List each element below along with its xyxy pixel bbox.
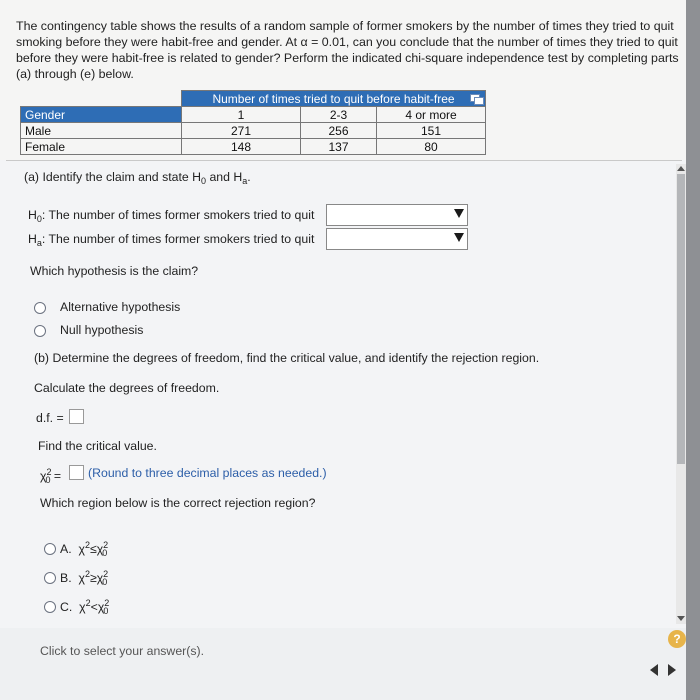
section-divider	[6, 160, 682, 161]
table-row-header: Gender	[21, 107, 182, 123]
footer-bar	[0, 628, 686, 700]
table-row-label: Female	[21, 139, 182, 155]
radio-option-b[interactable]	[44, 572, 56, 584]
vertical-scrollbar[interactable]	[676, 164, 686, 624]
scroll-down-icon[interactable]	[677, 616, 685, 621]
h0-label: $H_0$: The number of times former smokers tried to quit	[28, 208, 315, 224]
chevron-down-icon	[454, 209, 464, 218]
part-a-prompt: (a) Identify the claim and state $H_0$ and $H_a$.	[24, 170, 251, 186]
footer-instruction: Click to select your answer(s).	[40, 644, 205, 658]
ha-dropdown[interactable]	[326, 228, 468, 250]
table-column-header: 2-3	[301, 107, 377, 123]
copy-icon[interactable]	[470, 94, 484, 105]
df-input[interactable]	[69, 409, 84, 424]
option-c[interactable]: C. $\chi^2<\chi^2_0$	[60, 598, 110, 616]
option-a[interactable]: A. $\chi^2\le\chi^2_0$	[60, 540, 109, 558]
scrollbar-thumb[interactable]	[677, 174, 685, 464]
option-null-hypothesis[interactable]: Null hypothesis	[60, 323, 144, 337]
scroll-up-icon[interactable]	[677, 166, 685, 171]
ha-label: $H_a$: The number of times former smokers tried to quit	[28, 232, 315, 248]
table-row	[21, 139, 486, 155]
next-arrow-icon[interactable]	[668, 664, 676, 676]
table-cell: 80	[377, 139, 486, 155]
radio-option-c[interactable]	[44, 601, 56, 613]
chevron-down-icon	[454, 233, 464, 242]
critical-value-input[interactable]	[69, 465, 84, 480]
df-label: d.f. =	[36, 411, 64, 425]
table-cell: 256	[301, 123, 377, 139]
option-b[interactable]: B. $\chi^2\ge\chi^2_0$	[60, 569, 109, 587]
rounding-hint: (Round to three decimal places as needed.)	[88, 466, 327, 480]
claim-question: Which hypothesis is the claim?	[30, 264, 199, 278]
table-group-header: Number of times tried to quit before habit-free	[182, 91, 486, 107]
table-cell: 151	[377, 123, 486, 139]
table-cell: 271	[182, 123, 301, 139]
table-row-label: Male	[21, 123, 182, 139]
table-row	[21, 123, 486, 139]
part-b-prompt: (b) Determine the degrees of freedom, find the critical value, and identify the rejection region.	[34, 351, 540, 365]
df-instruction: Calculate the degrees of freedom.	[34, 381, 220, 395]
table-column-header: 1	[182, 107, 301, 123]
contingency-table	[20, 90, 486, 155]
rejection-region-question: Which region below is the correct rejection region?	[40, 496, 316, 510]
previous-arrow-icon[interactable]	[650, 664, 658, 676]
table-column-header: 4 or more	[377, 107, 486, 123]
table-cell: 148	[182, 139, 301, 155]
critical-value-instruction: Find the critical value.	[38, 439, 157, 453]
table-cell: 137	[301, 139, 377, 155]
problem-text: The contingency table shows the results of a random sample of former smokers by the number of times they tried to quit smoking before they were habit-free and gender. At α = 0.01, can you conclude that the number of times they tried to quit before they were habit-free is related to gender? Perform the indicated chi-square independence test by completing parts (a) through (e) below.	[16, 19, 679, 81]
h0-dropdown[interactable]	[326, 204, 468, 226]
problem-statement-area	[0, 0, 686, 160]
help-button[interactable]: ?	[668, 630, 686, 648]
option-alternative-hypothesis[interactable]: Alternative hypothesis	[60, 300, 181, 314]
radio-alternative-hypothesis[interactable]	[34, 302, 46, 314]
radio-option-a[interactable]	[44, 543, 56, 555]
radio-null-hypothesis[interactable]	[34, 325, 46, 337]
chi-square-critical-label: $\chi^2_0$ =	[40, 467, 62, 485]
